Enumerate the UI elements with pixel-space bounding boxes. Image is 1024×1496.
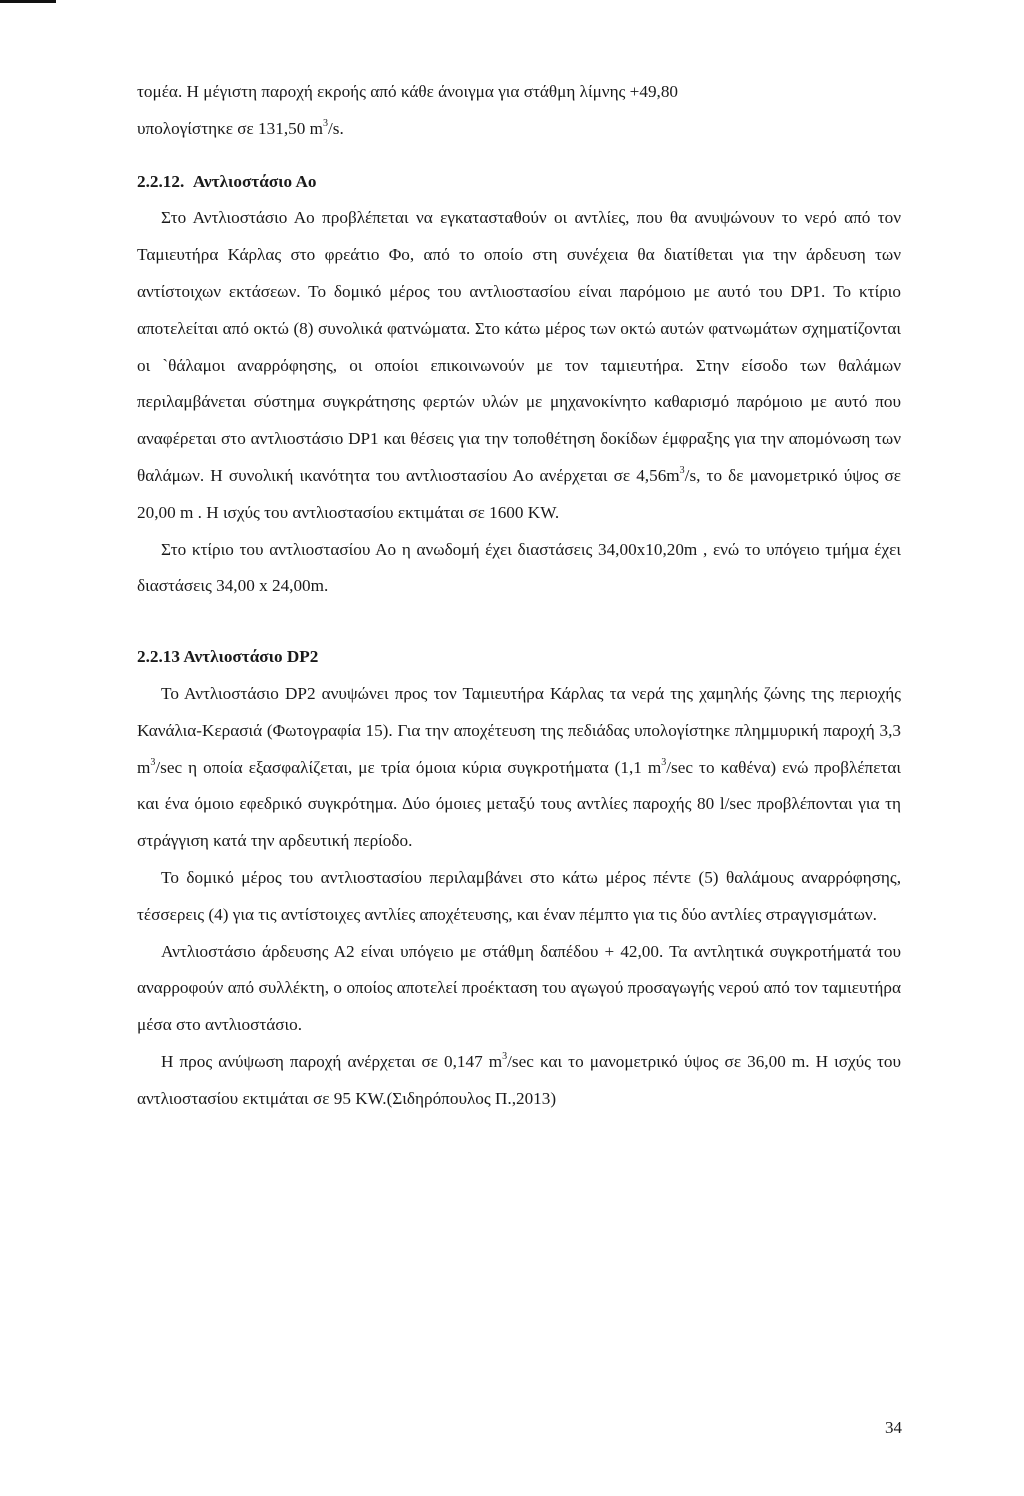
spacer	[137, 605, 901, 639]
paragraph-text: /sec το καθένα) ενώ προβλέπεται και ένα όμοιο εφεδρικό συγκρότημα. Δύο όμοιες μεταξύ τους αντλίες παροχής 80 l/sec προβλέπονται για τη στράγγιση κατά την αρδευτική περίοδο.	[137, 757, 901, 851]
superscript: 3	[322, 118, 328, 130]
paragraph-text: /sec και το μανομετρικό ύψος σε 36,00 m. Η ισχύς του αντλιοστασίου εκτιμάται σε 95 KW.(Σιδηρόπουλος Π.,2013)	[137, 1051, 902, 1108]
section-title: Αντλιοστάσιο DP2	[183, 647, 319, 667]
section-number: 2.2.13	[137, 647, 180, 667]
section-heading-ao	[137, 164, 901, 201]
paragraph-text: /sec η οποία εξασφαλίζεται, με τρία όμοια κύρια συγκροτήματα (1,1 m	[155, 757, 662, 777]
superscript: 3	[679, 465, 685, 477]
paragraph-dp2-2: Το δομικό μέρος του αντλιοστασίου περιλαμβάνει στο κάτω μέρος πέντε (5) θαλάμους αναρρόφησης, τέσσερεις (4) για τις αντίστοιχες αντλίες αποχέτευσης, και έναν πέμπτο για τις δύο αντλίες στραγγισμάτων.	[137, 867, 901, 924]
paragraph-text: Στο Αντλιοστάσιο Αο προβλέπεται να εγκατασταθούν οι αντλίες, που θα ανυψώνουν το νερό από τον Ταμιευτήρα Κάρλας στο φρεάτιο Φο, από το οποίο στη συνέχεια θα διατίθεται για την άρδευση των αντίστοιχων εκτάσεων. Το δομικό μέρος του αντλιοστασίου είναι παρόμοιο με αυτό του DP1. Το κτίριο αποτελείται από οκτώ (8) συνολικά φατνώματα. Στο κάτω μέρος των οκτώ αυτών φατνωμάτων σχηματίζονται οι `θάλαμοι αναρρόφησης, οι οποίοι επικοινωνούν με τον ταμιευτήρα. Στην είσοδο των θαλάμων περιλαμβάνεται σύστημα συγκράτησης φερτών υλών με μηχανοκίνητο καθαρισμό παρόμοιο με αυτό που αναφέρεται στο αντλιοστάσιο DP1 και θέσεις για την τοποθέτηση δοκίδων έμφραξης για την απομόνωση των θαλάμων. Η συνολική ικανότητα του αντλιοστασίου Αο ανέρχεται σε 4,56m	[137, 208, 901, 485]
document-page	[137, 74, 901, 1118]
scan-edge-mark	[0, 0, 56, 3]
superscript: 3	[150, 756, 156, 768]
paragraph-dp2-3: Αντλιοστάσιο άρδευσης Α2 είναι υπόγειο με στάθμη δαπέδου + 42,00. Τα αντλητικά συγκροτήματά του αναρροφούν από συλλέκτη, ο οποίος αποτελεί προέκταση του αγωγού προσαγωγής νερού από τον ταμιευτήρα μέσα στο αντλιοστάσιο.	[137, 941, 901, 1035]
intro-paragraph	[137, 74, 901, 148]
paragraph-text: Η προς ανύψωση παροχή ανέρχεται σε 0,147 m	[161, 1051, 503, 1071]
intro-line-2-end: /s.	[327, 118, 344, 138]
intro-line-2: υπολογίστηκε σε 131,50 m	[137, 118, 323, 138]
spacer	[137, 148, 901, 164]
paragraph-text: /s, το δε μανομετρικό ύψος σε 20,00 m . Η ισχύς του αντλιοστασίου εκτιμάται σε 1600 KW.	[137, 465, 902, 522]
intro-line-1: τομέα. Η μέγιστη παροχή εκροής από κάθε άνοιγμα για στάθμη λίμνης +49,80	[137, 82, 679, 101]
superscript: 3	[502, 1051, 508, 1063]
section-title: Αντλιοστάσιο Αο	[192, 171, 317, 191]
page-number: 34	[885, 1418, 902, 1437]
paragraph-ao-2: Στο κτίριο του αντλιοστασίου Αο η ανωδομή έχει διαστάσεις 34,00x10,20m , ενώ το υπόγειο τμήμα έχει διαστάσεις 34,00 x 24,00m.	[137, 539, 901, 596]
paragraph-text: Το Αντλιοστάσιο DP2 ανυψώνει προς τον Ταμιευτήρα Κάρλας τα νερά της χαμηλής ζώνης της περιοχής Κανάλια-Κερασιά (Φωτογραφία 15). Για την αποχέτευση της πεδιάδας υπολογίστηκε πλημμυρική παροχή 3,3 m	[137, 683, 901, 777]
paragraph-dp2-1	[137, 676, 901, 860]
paragraph-dp2-4	[137, 1044, 901, 1118]
section-number: 2.2.12.	[137, 171, 185, 191]
section-heading-dp2	[137, 639, 901, 676]
paragraph-ao-1	[137, 200, 901, 531]
superscript: 3	[661, 756, 667, 768]
